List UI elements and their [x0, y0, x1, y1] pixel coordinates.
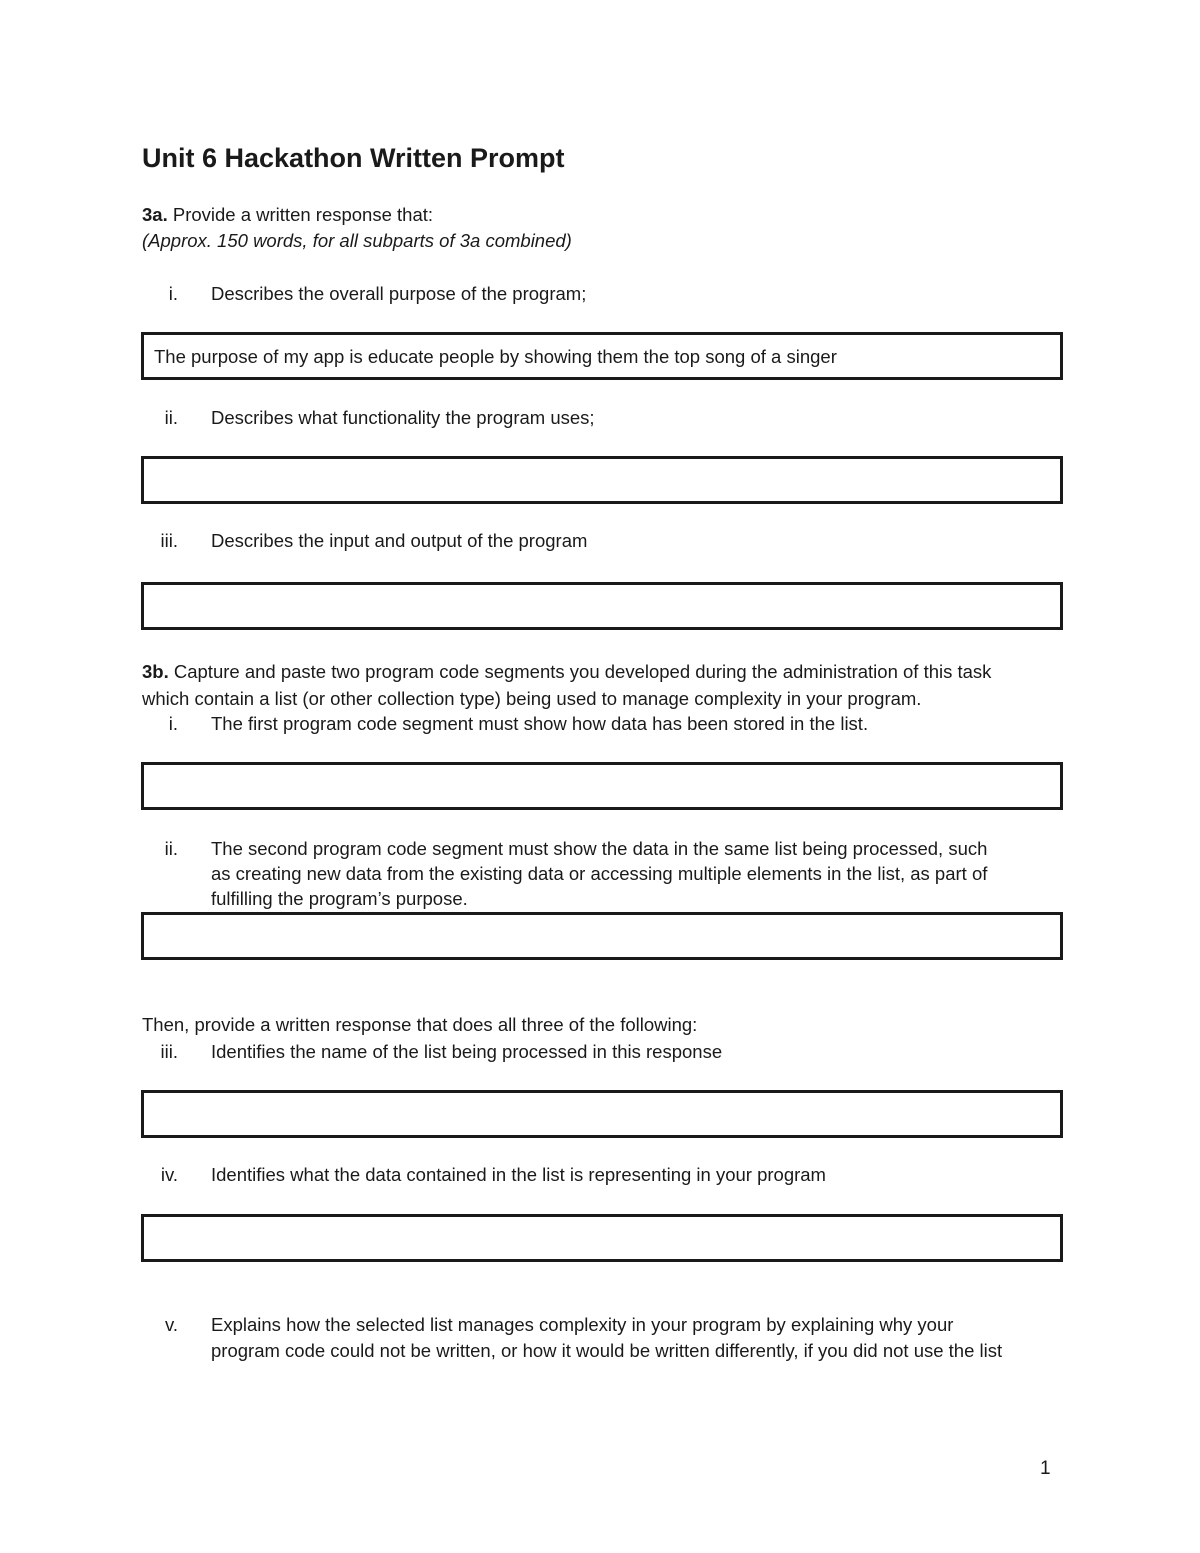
- page-title: Unit 6 Hackathon Written Prompt: [142, 143, 565, 173]
- answer-box-3a-ii[interactable]: [141, 456, 1063, 504]
- item-text-line: The second program code segment must show the data in the same list being processed, such: [211, 838, 988, 859]
- item-text: The first program code segment must show how data has been stored in the list.: [211, 713, 869, 734]
- item-number: i.: [168, 283, 178, 304]
- section-3a-instruction: [142, 202, 433, 228]
- answer-box-3b-i[interactable]: [141, 762, 1063, 810]
- item-number: v.: [164, 1314, 178, 1335]
- answer-box-3b-iv[interactable]: [141, 1214, 1063, 1262]
- item-number: i.: [168, 713, 178, 734]
- item-text-line: fulfilling the program’s purpose.: [211, 888, 468, 909]
- section-3b-instruction: [142, 659, 991, 685]
- item-text-line: as creating new data from the existing data or accessing multiple elements in the list, as part of: [211, 863, 988, 884]
- answer-box-3b-iii[interactable]: [141, 1090, 1063, 1138]
- item-text: Identifies the name of the list being processed in this response: [211, 1041, 723, 1062]
- item-number: ii.: [164, 838, 178, 859]
- item-number: iii.: [160, 1041, 178, 1062]
- item-text: Identifies what the data contained in the list is representing in your program: [211, 1164, 826, 1185]
- followup-instruction: Then, provide a written response that does all three of the following:: [142, 1014, 698, 1035]
- item-number: ii.: [164, 407, 178, 428]
- section-3b-instruction-line1: Capture and paste two program code segments you developed during the administration of this task: [168, 661, 992, 682]
- answer-text: The purpose of my app is educate people by showing them the top song of a singer: [154, 346, 837, 367]
- section-3a-label: 3a.: [142, 204, 168, 225]
- section-3a-instruction-text: Provide a written response that:: [167, 204, 434, 225]
- item-text-line: program code could not be written, or how it would be written differently, if you did not use the list: [211, 1340, 1003, 1361]
- section-3a-note: (Approx. 150 words, for all subparts of 3a combined): [142, 230, 572, 251]
- item-text: Describes the overall purpose of the program;: [211, 283, 587, 304]
- item-number: iv.: [160, 1164, 178, 1185]
- item-text: Describes what functionality the program uses;: [211, 407, 595, 428]
- answer-box-3b-ii[interactable]: [141, 912, 1063, 960]
- item-number: iii.: [160, 530, 178, 551]
- section-3b-instruction-line2: which contain a list (or other collection type) being used to manage complexity in your program.: [142, 688, 922, 709]
- item-text-line: Explains how the selected list manages complexity in your program by explaining why your: [211, 1314, 954, 1335]
- item-text: Describes the input and output of the program: [211, 530, 588, 551]
- answer-box-3a-i[interactable]: [141, 332, 1063, 380]
- page-number: 1: [1040, 1458, 1051, 1479]
- answer-box-3a-iii[interactable]: [141, 582, 1063, 630]
- section-3b-label: 3b.: [142, 661, 169, 682]
